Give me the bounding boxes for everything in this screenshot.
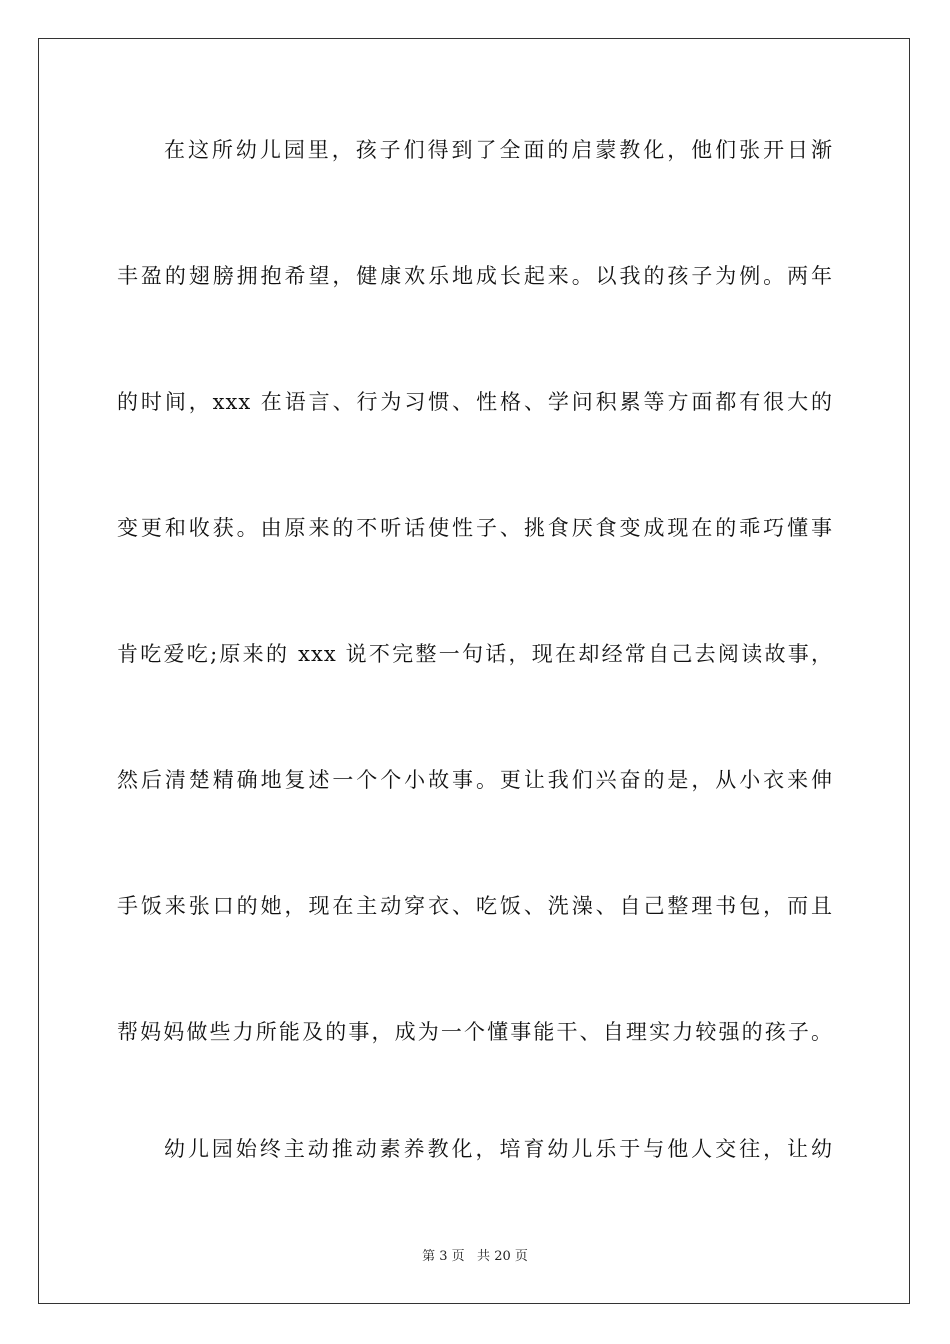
page-border — [38, 38, 910, 1304]
page-number-footer: 第 3 页 共 20 页 — [422, 1249, 528, 1264]
paragraph-line: 手饭来张口的她，现在主动穿衣、吃饭、洗澡、自己整理书包，而且 — [117, 894, 833, 918]
paragraph-line: 帮妈妈做些力所能及的事，成为一个懂事能干、自理实力较强的孩子。 — [117, 1020, 833, 1044]
paragraph-line: 丰盈的翅膀拥抱希望，健康欢乐地成长起来。以我的孩子为例。两年 — [117, 264, 833, 288]
paragraph-line: 然后清楚精确地复述一个个小故事。更让我们兴奋的是，从小衣来伸 — [117, 768, 833, 792]
paragraph-line: 幼儿园始终主动推动素养教化，培育幼儿乐于与他人交往，让幼 — [164, 1137, 833, 1161]
paragraph-line: 的时间，xxx 在语言、行为习惯、性格、学问积累等方面都有很大的 — [117, 390, 833, 414]
paragraph-line: 肯吃爱吃;原来的 xxx 说不完整一句话，现在却经常自己去阅读故事， — [117, 642, 833, 666]
paragraph-line: 在这所幼儿园里，孩子们得到了全面的启蒙教化，他们张开日渐 — [164, 138, 833, 162]
paragraph-line: 变更和收获。由原来的不听话使性子、挑食厌食变成现在的乖巧懂事 — [117, 516, 833, 540]
